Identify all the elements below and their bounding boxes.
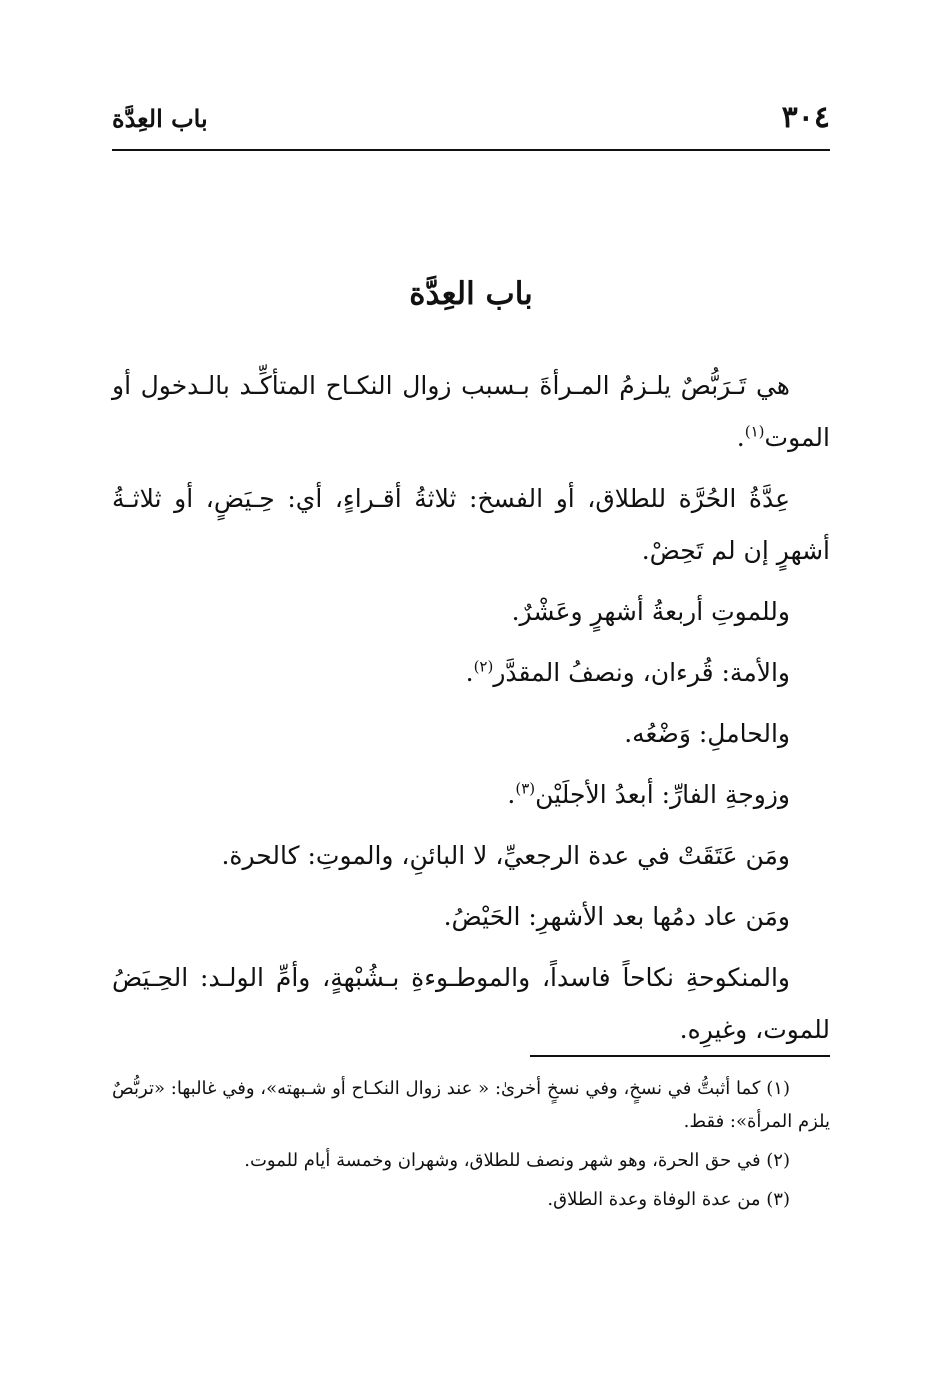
paragraph-text: عِدَّةُ الحُرَّة للطلاق، أو الفسخ: ثلاثةُ أقـراءٍ، أي: حِـيَضٍ، أو ثلاثـةُ أشهرٍ إن لم تَحِضْ. xyxy=(112,484,830,565)
footnote-rule xyxy=(530,1055,830,1057)
paragraph-end: . xyxy=(507,780,516,809)
paragraph-text: والحاملِ: وَضْعُه. xyxy=(624,719,790,748)
paragraph-text: هي تَـرَبُّصٌ يلـزمُ المـرأةَ بـسبب زوال النكـاح المتأكِّـد بالـدخول أو الموت xyxy=(112,371,830,452)
paragraph-slave-woman xyxy=(112,647,830,699)
paragraph-blood-return xyxy=(112,891,830,943)
paragraph-fugitive-wife xyxy=(112,769,830,821)
page-number: ٣٠٤ xyxy=(781,100,830,135)
paragraph-death xyxy=(112,586,830,638)
footnote-3: (٣) من عدة الوفاة وعدة الطلاق. xyxy=(547,1189,790,1210)
paragraph-definition xyxy=(112,360,830,464)
paragraph-invalid-marriage xyxy=(112,952,830,1056)
paragraph-text: ومَن عاد دمُها بعد الأشهرِ: الحَيْضُ. xyxy=(443,902,790,931)
footnote-1: (١) كما أثبتُّ في نسخٍ، وفي نسخٍ أخرىٰ: « عند زوال النكـاح أو شـبهته»، وفي غالبها: «تربُّصٌ يلزم المرأة»: فقط. xyxy=(112,1078,830,1132)
paragraph-text: وللموتِ أربعةُ أشهرٍ وعَشْرٌ. xyxy=(511,597,790,626)
running-head: باب العِدَّة xyxy=(112,104,208,133)
paragraph-end: . xyxy=(736,423,745,452)
paragraph-text: وزوجةِ الفارِّ: أبعدُ الأجلَيْن xyxy=(535,780,790,809)
paragraph-text: والأمة: قُرءان، ونصفُ المقدَّر xyxy=(493,658,790,687)
paragraph-text: والمنكوحةِ نكاحاً فاسداً، والموطـوءةِ بـشُبْهةٍ، وأمِّ الولـد: الحِـيَضُ للموت، وغيرِه. xyxy=(112,963,830,1044)
footnotes xyxy=(112,1072,830,1222)
body-text xyxy=(112,360,830,1065)
paragraph-end: . xyxy=(465,658,474,687)
footnote-ref-1: (١) xyxy=(744,422,765,441)
paragraph-freed xyxy=(112,830,830,882)
paragraph-pregnant xyxy=(112,708,830,760)
footnote-ref-3: (٣) xyxy=(515,779,536,798)
footnote-ref-2: (٢) xyxy=(473,657,494,676)
page-header xyxy=(112,96,830,148)
paragraph-free-woman xyxy=(112,473,830,577)
header-rule xyxy=(112,149,830,151)
paragraph-text: ومَن عَتَقَتْ في عدة الرجعيِّ، لا البائنِ، والموتِ: كالحرة. xyxy=(221,841,790,870)
chapter-title: باب العِدَّة xyxy=(409,276,533,312)
footnote-2: (٢) في حق الحرة، وهو شهر ونصف للطلاق، وشهران وخمسة أيام للموت. xyxy=(244,1150,790,1171)
